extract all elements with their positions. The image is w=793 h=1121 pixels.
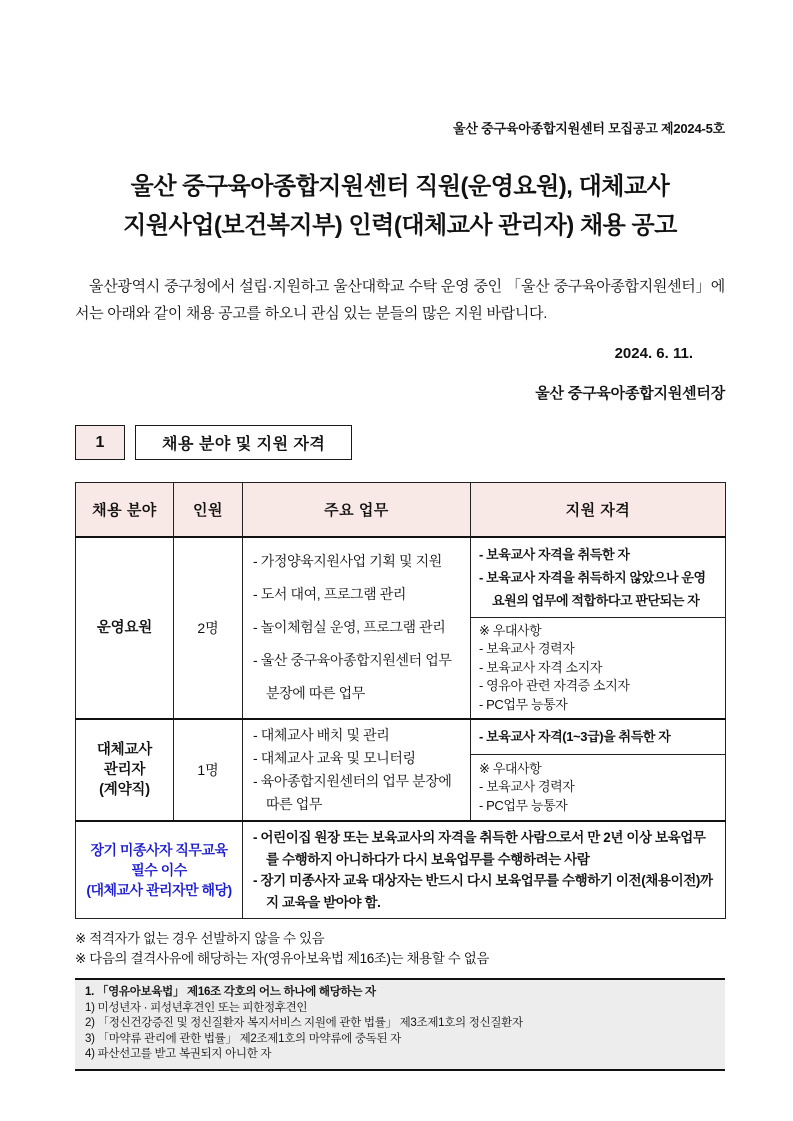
field-cell-substitute-teacher-manager — [76, 719, 174, 821]
col-header-field: 채용 분야 — [76, 483, 174, 537]
special-detail-item: - 장기 미종사자 교육 대상자는 반드시 다시 보육업무를 수행하기 이전(채용이전)까지 교육을 받아야 함. — [253, 873, 713, 910]
document-title-line1: 울산 중구육아종합지원센터 직원(운영요원), 대체교사 — [130, 173, 670, 200]
preference-item: - 보육교사 경력자 — [479, 641, 575, 656]
signer-name: 울산 중구육아종합지원센터장 — [535, 385, 725, 402]
duty-item: - 육아종합지원센터의 업무 분장에 따른 업무 — [253, 773, 452, 812]
duty-item: - 대체교사 배치 및 관리 — [253, 727, 390, 743]
document-title-line2: 지원사업(보건복지부) 인력(대체교사 관리자) 채용 공고 — [123, 212, 677, 239]
duties-cell — [243, 537, 471, 720]
document-content — [75, 0, 725, 1071]
preference-item: - PC업무 능통자 — [479, 696, 568, 712]
col-header-count: 인원 — [174, 483, 243, 537]
preference-item: ※ 우대사항 — [479, 760, 542, 776]
table-special-row — [76, 821, 726, 919]
disqualification-item: 1) 미성년자 · 피성년후견인 또는 피한정후견인 — [85, 1001, 308, 1014]
qualification-preference-cell — [471, 617, 726, 719]
footnote-item: ※ 적격자가 없는 경우 선발하지 않을 수 있음 — [75, 931, 325, 946]
duties-cell — [243, 719, 471, 821]
table-row — [76, 719, 726, 754]
col-header-qualification: 지원 자격 — [471, 483, 726, 537]
preference-item: - 영유아 관련 자격증 소지자 — [479, 678, 630, 693]
footnotes — [75, 929, 725, 969]
qualification-item: - 보육교사 자격(1~3급)을 취득한 자 — [479, 729, 671, 745]
col-header-duties: 주요 업무 — [243, 483, 471, 537]
special-label-line: 장기 미종사자 직무교육 — [90, 842, 228, 858]
special-requirement-label — [76, 821, 243, 919]
duty-item: - 놀이체험실 운영, 프로그램 관리 — [253, 619, 446, 636]
preference-item: ※ 우대사항 — [479, 622, 542, 638]
special-detail-item: - 어린이집 원장 또는 보육교사의 자격을 취득한 사람으로서 만 2년 이상 보육업무를 수행하지 아니하다가 다시 보육업무를 수행하려는 사람 — [253, 830, 706, 867]
table-row — [76, 537, 726, 618]
disqualification-item: 4) 파산선고를 받고 복권되지 아니한 자 — [85, 1048, 272, 1060]
section-number-badge: 1 — [75, 425, 125, 460]
field-line: 대체교사 — [96, 742, 153, 758]
disqualification-box — [75, 978, 725, 1071]
special-requirement-details — [243, 821, 726, 919]
notice-number: 울산 중구육아종합지원센터 모집공고 제2024-5호 — [453, 121, 725, 136]
disqualification-title: 1. 「영유아보육법」 제16조 각호의 어느 하나에 해당하는 자 — [85, 986, 376, 998]
qualification-main-cell — [471, 537, 726, 618]
duty-item: - 울산 중구육아종합지원센터 업무 분장에 따른 업무 — [253, 652, 452, 702]
qualification-item: - 보육교사 자격을 취득한 자 — [479, 546, 630, 562]
field-line: 관리자 — [103, 762, 146, 778]
intro-paragraph: 울산광역시 중구청에서 설립·지원하고 울산대학교 수탁 운영 중인 「울산 중구육아종합지원센터」에서는 아래와 같이 채용 공고를 하오니 관심 있는 분들의 많은 지원 바랍니다. — [75, 278, 725, 322]
special-label-line: (대체교사 관리자만 해당) — [86, 882, 232, 898]
table-header-row — [76, 483, 726, 537]
field-cell-operation-staff: 운영요원 — [76, 537, 174, 720]
announcement-date: 2024. 6. 11. — [614, 345, 693, 362]
qualification-item: - 보육교사 자격을 취득하지 않았으나 운영요원의 업무에 적합하다고 판단되는 자 — [479, 569, 706, 608]
preference-item: - PC업무 능통자 — [479, 797, 568, 813]
footnote-item: ※ 다음의 결격사유에 해당하는 자(영유아보육법 제16조)는 채용할 수 없음 — [75, 951, 490, 966]
field-line: (계약직) — [99, 782, 150, 798]
section-title: 채용 분야 및 지원 자격 — [135, 425, 352, 460]
disqualification-item: 2) 「정신건강증진 및 정신질환자 복지서비스 지원에 관한 법률」 제3조제1호의 정신질환자 — [85, 1017, 523, 1029]
qualification-main-cell — [471, 719, 726, 754]
duty-item: - 도서 대여, 프로그램 관리 — [253, 586, 406, 603]
count-cell: 2명 — [174, 537, 243, 720]
preference-item: - 보육교사 경력자 — [479, 779, 575, 795]
disqualification-item: 3) 「마약류 관리에 관한 법률」 제2조제1호의 마약류에 중독된 자 — [85, 1032, 401, 1045]
special-label-line: 필수 이수 — [131, 862, 187, 878]
document-title — [75, 167, 725, 245]
duty-item: - 가정양육지원사업 기획 및 지원 — [253, 553, 442, 570]
count-cell: 1명 — [174, 719, 243, 821]
section-1-header — [75, 425, 725, 460]
qualification-preference-cell — [471, 754, 726, 821]
duty-item: - 대체교사 교육 및 모니터링 — [253, 750, 416, 766]
preference-item: - 보육교사 자격 소지자 — [479, 659, 602, 675]
recruitment-table — [75, 482, 726, 919]
